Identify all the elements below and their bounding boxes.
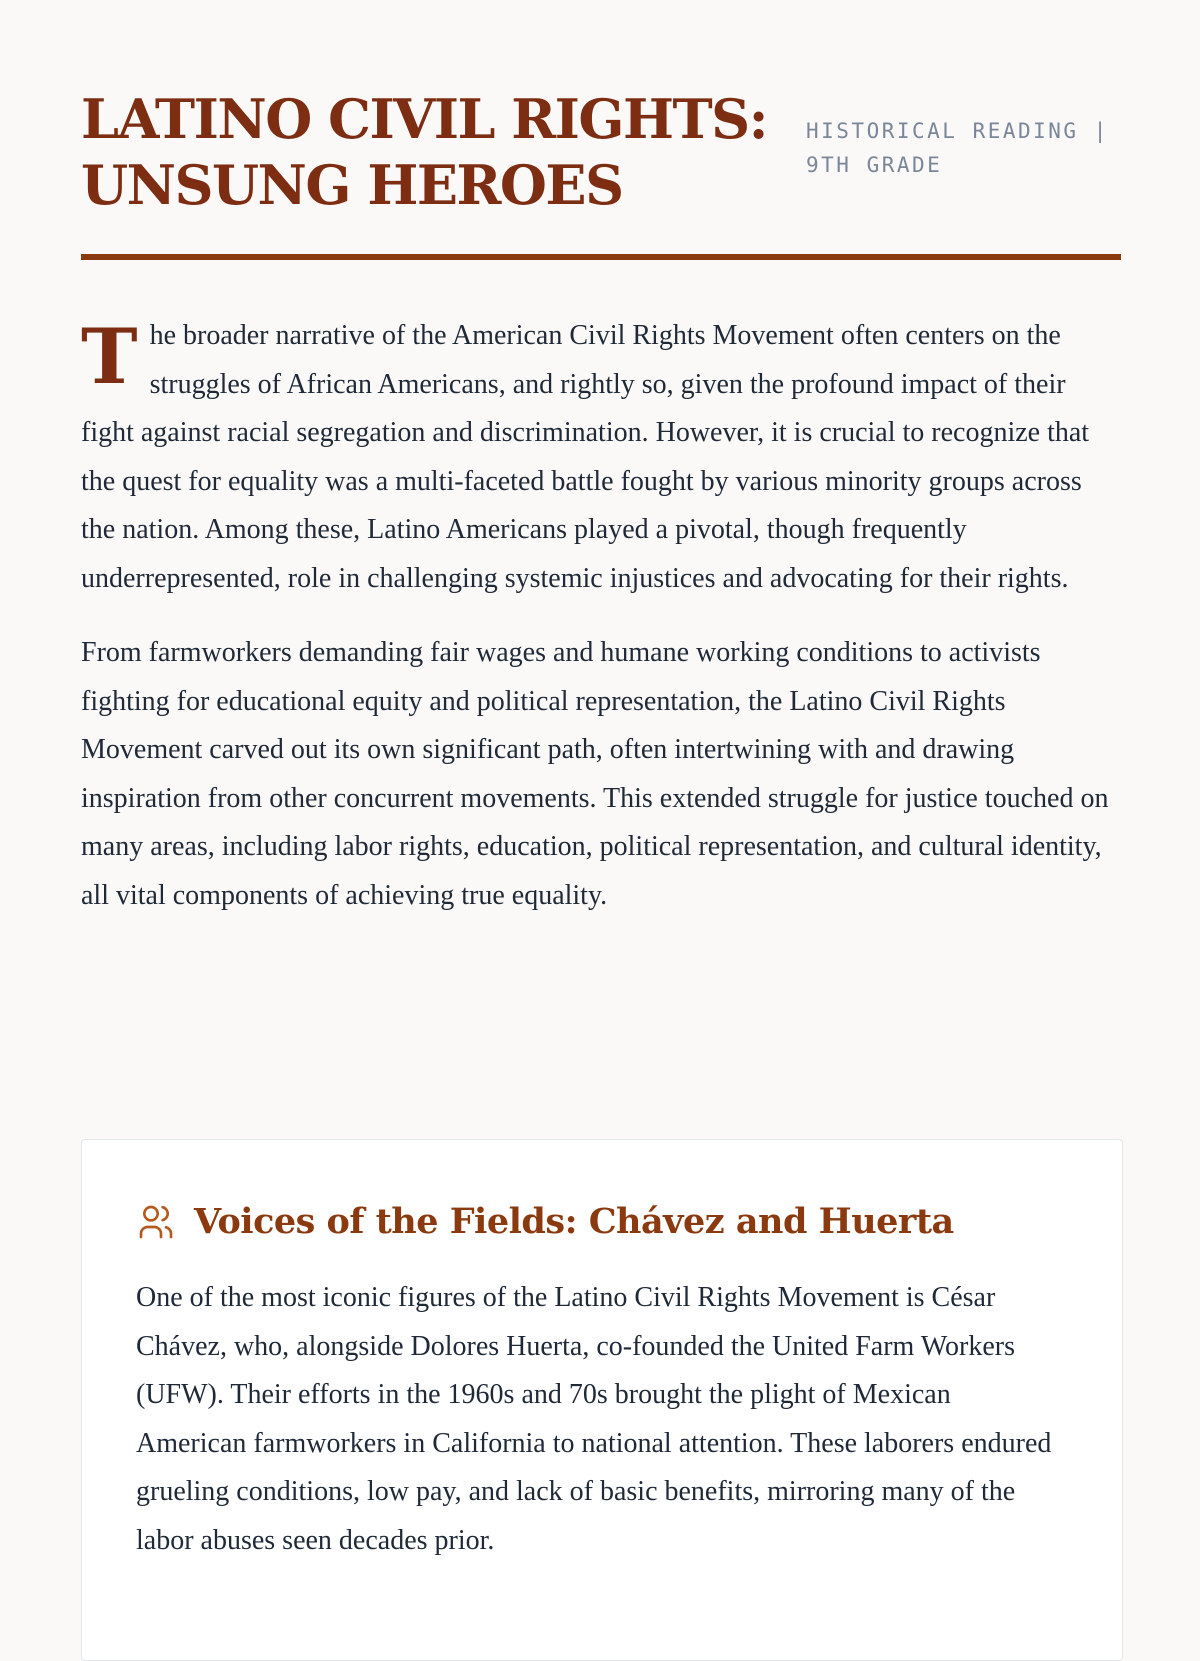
header-divider [81, 254, 1121, 260]
intro-paragraph-1-text: he broader narrative of the American Civil Rights Movement often centers on the struggles of African Americans, and rightly so, given the profound impact of their fight against racial segregation and discrimination. However, it is crucial to recognize that the quest for equality was a multi-faceted battle fought by various minority groups across the nation. Among these, Latino Americans played a pivotal, though frequently underrepresented, role in challenging systemic injustices and advocating for their rights. [81, 320, 1090, 594]
page [81, 0, 1121, 1556]
section-heading-row [136, 1200, 954, 1244]
reading-level-label: HISTORICAL READING | 9TH GRADE [806, 119, 1109, 177]
intro-text [81, 312, 1121, 946]
drop-cap: T [81, 312, 138, 401]
section-card-chavez-huerta [81, 1139, 1123, 1661]
intro-paragraph-1 [81, 312, 1121, 603]
page-header [81, 0, 1121, 252]
users-icon [136, 1202, 176, 1242]
intro-paragraph-2: From farmworkers demanding fair wages and humane working conditions to activists fighting for educational equity and political representation, the Latino Civil Rights Movement carved out its own significant path, often intertwining with and drawing inspiration from other concurrent movements. This extended struggle for justice touched on many areas, including labor rights, education, political representation, and cultural identity, all vital components of achieving true equality. [81, 637, 1109, 911]
section-title: Voices of the Fields: Chávez and Huerta [194, 1201, 954, 1242]
section-body: One of the most iconic figures of the Latino Civil Rights Movement is César Chávez, who, alongside Dolores Huerta, co-founded the United Farm Workers (UFW). Their efforts in the 1960s and 70s brought the plight of Mexican American farmworkers in California to national attention. These laborers endured grueling conditions, low pay, and lack of basic benefits, mirroring many of the labor abuses seen decades prior. [136, 1282, 1052, 1556]
page-title: LATINO CIVIL RIGHTS: UNSUNG HEROES [81, 87, 768, 217]
